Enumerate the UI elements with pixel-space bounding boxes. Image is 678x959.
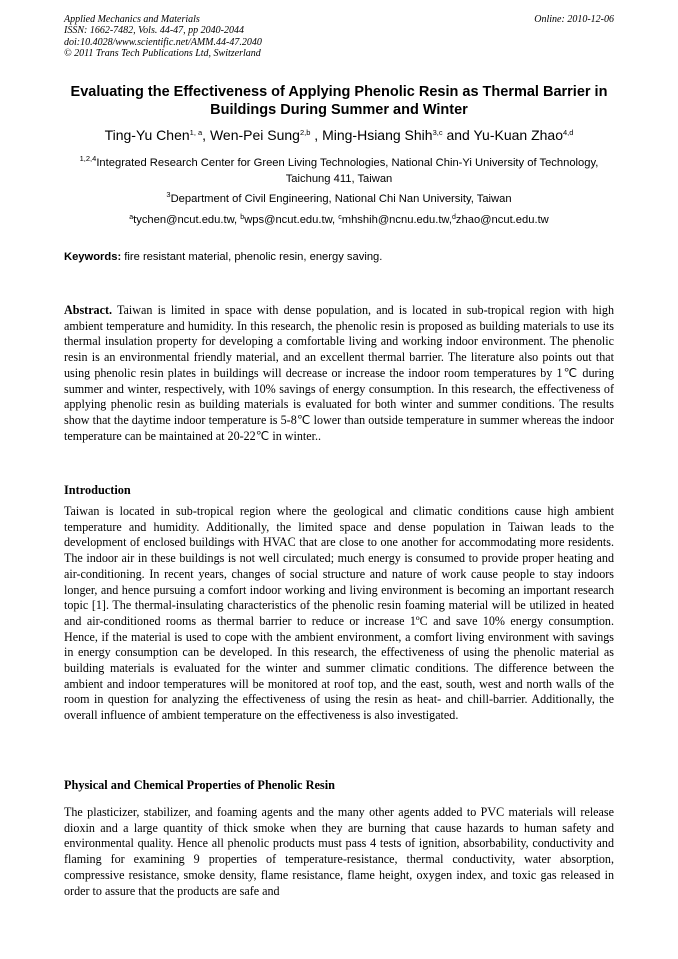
author-separator: , (202, 127, 210, 143)
abstract-text: Taiwan is limited in space with dense population, and is located in sub-tropical region with high ambient temperature and humidity. In this research, the phenolic resin is proposed as building materials to use its thermal insulation property for developing a comfortable living and working indoor environment. The phenolic resin is an environmental friendly material, and an excellent thermal barrier. The literature also points out that using phenolic resin plates in buildings will decrease or increase the indoor room temperatures by 1℃ during summer and winter, respectively, with 10% savings of energy consumption. In this research, the effectiveness of applying phenolic resin as building materials is evaluated for both winter and summer conditions. The results show that the daytime indoor temperature is 5-8℃ lower than outside temperature in summer whereas the indoor temperature can be maintained at 20-22℃ in winter.. (64, 303, 614, 443)
affiliation-superscript: 1,2,4 (79, 154, 97, 163)
email-superscript: a (129, 214, 134, 221)
keywords-text: fire resistant material, phenolic resin, energy saving. (121, 251, 383, 263)
affiliation-text: Department of Civil Engineering, National Chi Nan University, Taiwan (170, 193, 512, 205)
affiliation-1 (64, 156, 614, 187)
section-heading-introduction: Introduction (64, 483, 131, 497)
section-body-introduction: Taiwan is located in sub-tropical region where the geological and climatic conditions cause high ambient temperature and humidity. Additionally, the limited space and dense population in Taiwan leads to the development of enclosed buildings with HVAC that are close to one another for accommodating more residents. The indoor air in these buildings is not well circulated; much energy is consumed to provide proper heating and air-conditioning. In recent years, changes of social structure and nature of work cause people to stay indoors longer, and hence pursuing a comfort indoor working and living environment is becoming an important research topic [1]. The thermal-insulating characteristics of the phenolic resin foaming material will be utilized in heated and air-conditioned rooms as thermal barrier to reduce or increase 1ºC and save 10% energy consumption. Hence, if the material is used to cope with the ambient environment, a comfort living environment with savings in energy consumption can be developed. In this research, the effectiveness of using the phenolic material as building materials is evaluated for the winter and summer climatic conditions. The difference between the ambient and indoor temperatures will be monitored at roof top, and the east, south, west and north walls of the room in question for analyzing the effectiveness of using the resin as heat- and chill-barrier. Additionally, the overall influence of ambient temperature on the effectiveness is also investigated. (64, 504, 614, 723)
copyright-line: © 2011 Trans Tech Publications Ltd, Switzerland (64, 48, 261, 60)
online-date: Online: 2010-12-06 (534, 14, 614, 25)
issn-line: ISSN: 1662-7482, Vols. 44-47, pp 2040-2044 (64, 25, 244, 37)
email-address[interactable]: wps@ncut.edu.tw, (244, 214, 339, 226)
author-superscript: 2,b (299, 128, 311, 137)
author-name: Ming-Hsiang Shih (322, 127, 433, 143)
author-superscript: 1, a (189, 128, 203, 137)
abstract (64, 303, 614, 444)
doi-line: doi:10.4028/www.scientific.net/AMM.44-47.2040 (64, 36, 262, 48)
paper-title: Evaluating the Effectiveness of Applying Phenolic Resin as Thermal Barrier in Buildings During Summer and Winter (70, 84, 608, 118)
email-address[interactable]: tychen@ncut.edu.tw, (133, 214, 241, 226)
author-superscript: 4,d (563, 128, 574, 137)
affiliation-2 (64, 192, 614, 208)
publication-info (64, 14, 262, 60)
email-superscript: d (452, 214, 456, 221)
author-superscript: 3,c (432, 128, 443, 137)
abstract-label: Abstract. (64, 303, 113, 317)
author-name: Wen-Pei Sung (209, 127, 300, 143)
email-superscript: b (240, 214, 245, 221)
section-heading-properties: Physical and Chemical Properties of Phenolic Resin (64, 778, 335, 792)
email-address[interactable]: mhshih@ncnu.edu.tw, (341, 214, 453, 226)
author-list (40, 126, 638, 144)
affiliation-superscript: 3 (166, 190, 171, 199)
affiliation-text: Integrated Research Center for Green Living Technologies, National Chin-Yi University of Technology, Taichung 411, Taiwan (96, 157, 599, 185)
journal-name: Applied Mechanics and Materials (64, 14, 200, 25)
keywords-label: Keywords: (64, 251, 122, 263)
author-name: Yu-Kuan Zhao (473, 127, 563, 143)
author-separator: and (442, 127, 474, 143)
email-superscript: c (338, 214, 342, 221)
section-body-properties: The plasticizer, stabilizer, and foaming agents and the many other agents added to PVC materials will release dioxin and a large quantity of thick smoke when they are burning that cause hazards to human safety and environmental quality. Hence all phenolic products must pass 4 tests of ignition, absorbability, conductivity and flaming for examining 9 properties of temperature-resistance, thermal conductivity, water absorption, compressive resistance, smoke density, flame resistance, flame height, oxygen index, and toxic gas released in order to assure that the products are safe and (64, 805, 614, 898)
author-separator: , (310, 127, 323, 143)
author-name: Ting-Yu Chen (104, 127, 190, 143)
email-address[interactable]: zhao@ncut.edu.tw (455, 214, 549, 226)
author-emails (40, 213, 638, 228)
keywords (64, 250, 614, 265)
